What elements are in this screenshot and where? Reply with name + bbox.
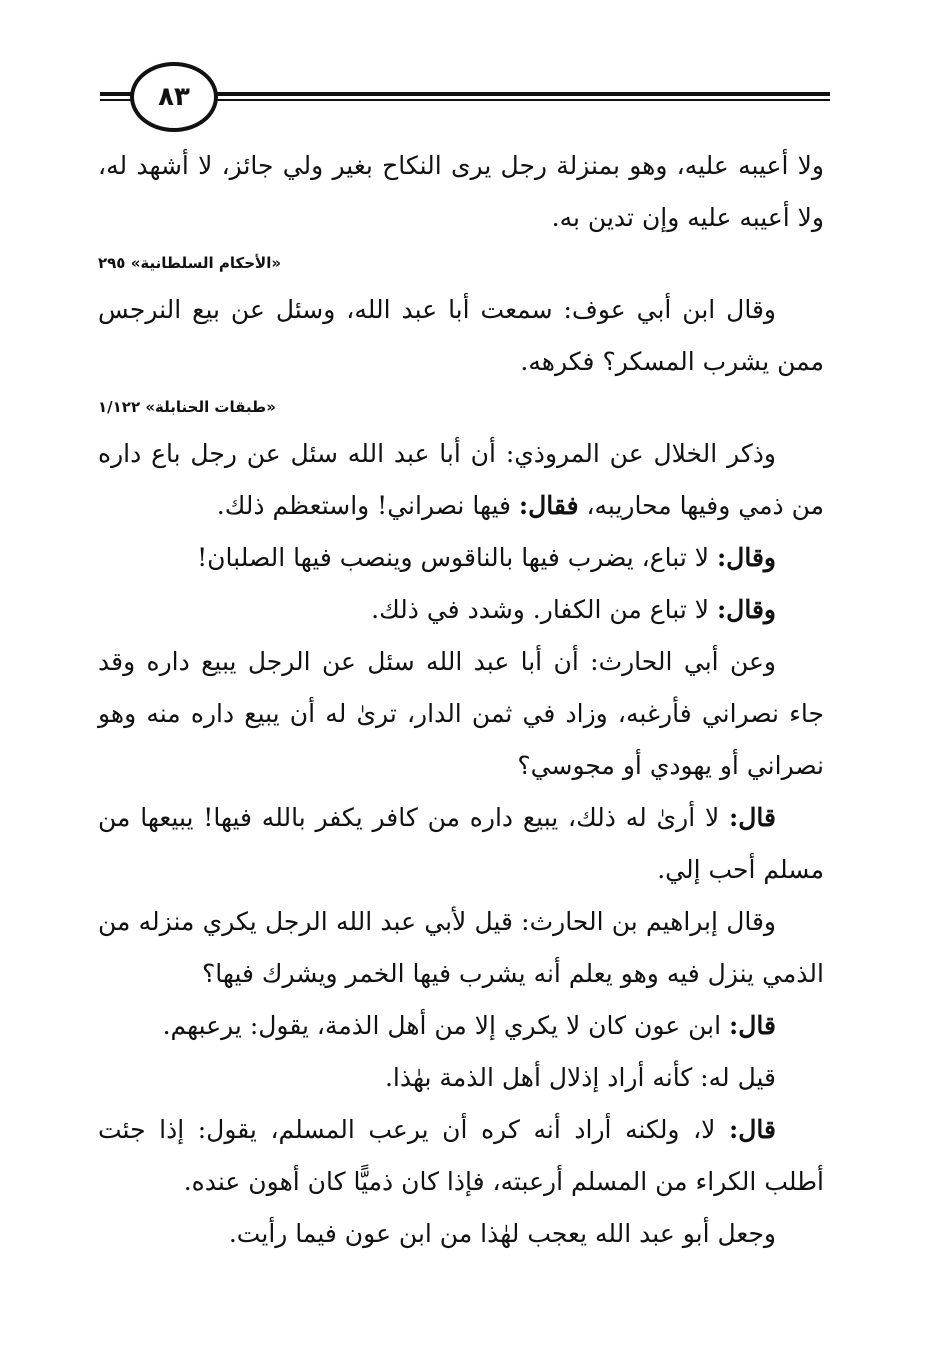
paragraph-1 bbox=[98, 140, 824, 244]
reference-text: «طبقات الحنابلة» ١/١٢٢ bbox=[98, 398, 276, 416]
paragraph-10 bbox=[98, 1052, 824, 1104]
paragraph-text: وقال إبراهيم بن الحارث: قيل لأبي عبد الله الرجل يكري منزله من الذمي ينزل فيه وهو يعلم أنه يشرب فيها الخمر ويشرك فيها؟ bbox=[98, 907, 824, 988]
paragraph-2 bbox=[98, 284, 824, 388]
paragraph-3 bbox=[98, 428, 824, 532]
paragraph-text: وجعل أبو عبد الله يعجب لهٰذا من ابن عون فيما رأيت. bbox=[228, 1219, 776, 1248]
paragraph-text: لا تباع من الكفار. وشدد في ذلك. bbox=[371, 595, 717, 624]
paragraph-text: قيل له: كأنه أراد إذلال أهل الذمة بهٰذا. bbox=[384, 1063, 776, 1092]
bold-qala: قال: bbox=[729, 803, 776, 832]
paragraph-text: ابن عون كان لا يكري إلا من أهل الذمة، يقول: يرعبهم. bbox=[162, 1011, 730, 1040]
bold-qala: فقال: bbox=[518, 491, 579, 520]
paragraph-8 bbox=[98, 896, 824, 1000]
paragraph-6 bbox=[98, 636, 824, 792]
bold-qala: قال: bbox=[729, 1115, 776, 1144]
paragraph-text: فيها نصراني! واستعظم ذلك. bbox=[216, 491, 519, 520]
paragraph-text: لا تباع، يضرب فيها بالناقوس وينصب فيها الصلبان! bbox=[197, 543, 717, 572]
paragraph-text: لا، ولكنه أراد أنه كره أن يرعب المسلم، يقول: إذا جئت أطلب الكراء من المسلم أرعبته، فإذا كان ذميًّا كان أهون عنده. bbox=[98, 1115, 824, 1196]
paragraph-12 bbox=[98, 1208, 824, 1260]
paragraph-9 bbox=[98, 1000, 824, 1052]
paragraph-text: لا أرىٰ له ذلك، يبيع داره من كافر يكفر بالله فيها! يبيعها من مسلم أحب إلي. bbox=[98, 803, 824, 884]
bold-qala: قال: bbox=[729, 1011, 776, 1040]
bold-qala: وقال: bbox=[716, 543, 776, 572]
paragraph-4 bbox=[98, 532, 824, 584]
paragraph-5 bbox=[98, 584, 824, 636]
page-header bbox=[100, 58, 830, 138]
reference-citation bbox=[98, 250, 824, 276]
paragraph-7 bbox=[98, 792, 824, 896]
page-number: ٨٣ bbox=[130, 62, 218, 132]
page-body bbox=[98, 140, 824, 1260]
paragraph-11 bbox=[98, 1104, 824, 1208]
reference-citation bbox=[98, 394, 824, 420]
paragraph-text: وعن أبي الحارث: أن أبا عبد الله سئل عن الرجل يبيع داره وقد جاء نصراني فأرغبه، وزاد في ثمن الدار، ترىٰ له أن يبيع داره منه وهو نصراني أو يهودي أو مجوسي؟ bbox=[98, 647, 824, 780]
bold-qala: وقال: bbox=[716, 595, 776, 624]
paragraph-text: وقال ابن أبي عوف: سمعت أبا عبد الله، وسئل عن بيع النرجس ممن يشرب المسكر؟ فكرهه. bbox=[98, 295, 824, 376]
reference-text: «الأحكام السلطانية» ٢٩٥ bbox=[98, 254, 282, 272]
paragraph-text: ولا أعيبه عليه، وهو بمنزلة رجل يرى النكاح بغير ولي جائز، لا أشهد له، ولا أعيبه عليه وإن تدين به. bbox=[98, 151, 824, 232]
paragraph-text: وذكر الخلال عن المروذي: أن أبا عبد الله سئل عن رجل باع داره من ذمي وفيها محاريبه، bbox=[98, 439, 824, 520]
